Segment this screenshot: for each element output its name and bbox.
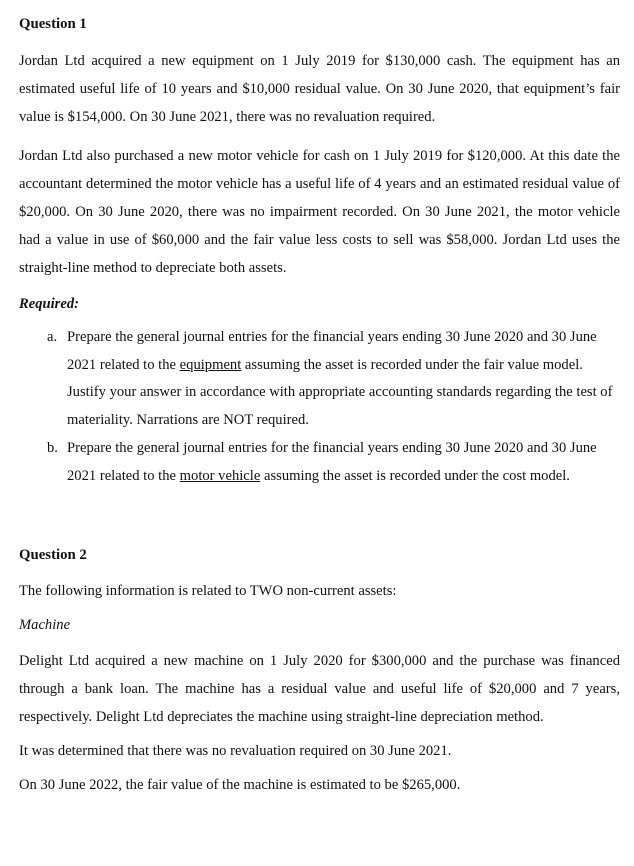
- question-2-section: [19, 543, 620, 799]
- list-text-before: Prepare the general journal entries for the financial years ending 30 June 2020 and 30 June 2021 related to the: [67, 329, 597, 373]
- question-2-heading: Question 2: [19, 547, 87, 563]
- list-text-after: assuming the asset is recorded under the cost model.: [260, 467, 570, 484]
- question-1-heading: Question 1: [19, 16, 87, 32]
- question-1-paragraph-1: Jordan Ltd acquired a new equipment on 1 July 2019 for $130,000 cash. The equipment has an estimated useful life of 10 years and $10,000 residual value. On 30 June 2020, that equipment’s fair value is $154,000. On 30 June 2021, there was no revaluation required.: [19, 53, 620, 125]
- question-2-paragraph-2: It was determined that there was no revaluation required on 30 June 2021.: [19, 743, 452, 759]
- list-item: [19, 435, 620, 490]
- list-text-before: Prepare the general journal entries for the financial years ending 30 June 2020 and 30 June 2021 related to the: [67, 440, 597, 484]
- question-1-section: [19, 12, 620, 490]
- underlined-term-equipment: equipment: [179, 356, 242, 373]
- machine-subheading: Machine: [19, 617, 71, 633]
- list-item: [19, 324, 620, 434]
- question-2-paragraph-3: On 30 June 2022, the fair value of the machine is estimated to be $265,000.: [19, 777, 461, 793]
- list-marker: a.: [47, 329, 58, 345]
- required-list: [19, 324, 620, 490]
- question-2-intro: The following information is related to TWO non-current assets:: [19, 583, 397, 599]
- underlined-term-motor-vehicle: motor vehicle: [179, 467, 261, 484]
- question-2-paragraph-1: Delight Ltd acquired a new machine on 1 July 2020 for $300,000 and the purchase was financed through a bank loan. The machine has a residual value and useful life of $20,000 and 7 years, respectively. Delight Ltd depreciates the machine using straight-line depreciation method.: [19, 653, 620, 725]
- list-marker: b.: [47, 440, 58, 456]
- list-text-after: assuming the asset is recorded under the fair value model. Justify your answer in accordance with appropriate accounting standards regarding the test of materiality. Narrations are NOT required.: [67, 356, 613, 428]
- required-label: Required:: [19, 296, 79, 312]
- question-1-paragraph-2: Jordan Ltd also purchased a new motor vehicle for cash on 1 July 2019 for $120,000. At this date the accountant determined the motor vehicle has a useful life of 4 years and an estimated residual value of $20,000. On 30 June 2020, there was no impairment recorded. On 30 June 2021, the motor vehicle had a value in use of $60,000 and the fair value less costs to sell was $58,000. Jordan Ltd uses the straight-line method to depreciate both assets.: [19, 148, 620, 276]
